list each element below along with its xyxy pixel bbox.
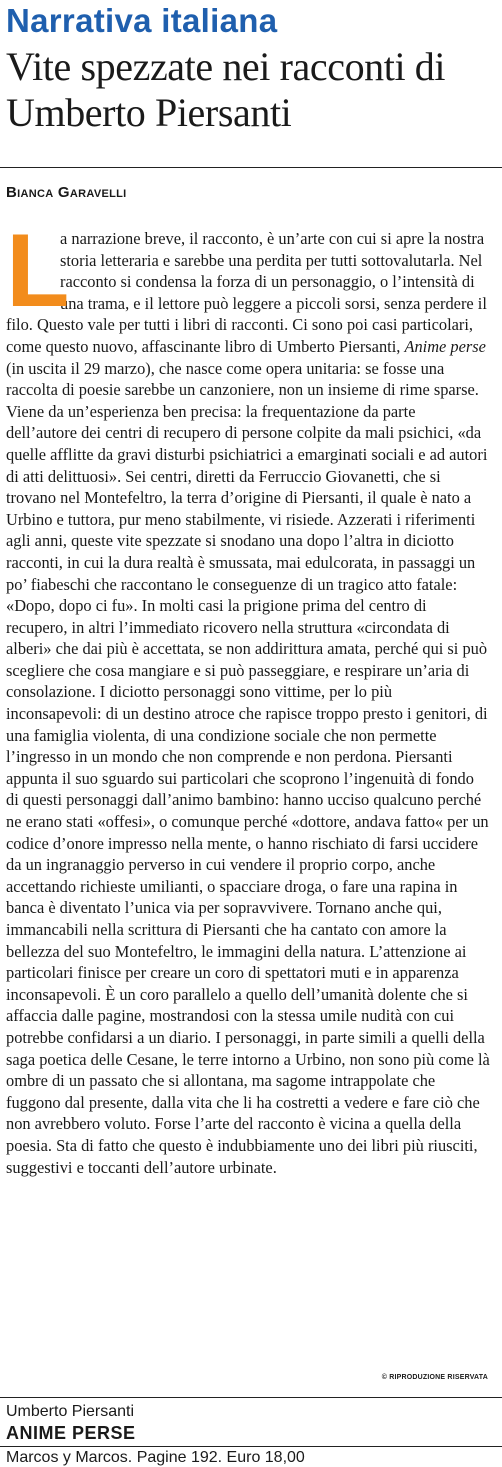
copyright-note: © RIPRODUZIONE RISERVATA [381,1374,488,1381]
article-paragraph-start: a narrazione breve, il racconto, è un’arte con cui si apre la nostra storia letteraria e sarebbe una perdita per tutti sottovalutarla. Nel racconto si condensa la forza di un personaggio, o l’intensità di una trama, e il lettore può leggere a piccoli sorsi, senza perdere il filo. Questo vale per tutti i libri di racconti. Ci sono poi casi particolari, come questo nuovo, affascinante libro di Umberto Piersanti, [6,229,487,356]
book-author: Umberto Piersanti [6,1403,135,1420]
book-publisher-info: Marcos y Marcos. Pagine 192. Euro 18,00 [6,1449,305,1466]
author-byline: Bianca Garavelli [6,184,127,201]
article-paragraph-rest: (in uscita il 29 marzo), che nasce come opera unitaria: se fosse una raccolta di poesie sarebbe un canzoniere, non un insieme di rime sparse. Viene da un’esperienza ben precisa: la frequentazione da parte dell’autore dei centri di recupero di persone colpite da mali psichici, «da quelle afflitte da gravi disturbi psichiatrici a emarginati sociali e ad autori di atti delittuosi». Sei centri, diretti da Ferruccio Giovanetti, che si trovano nel Montefeltro, la terra d’origine di Piersanti, il quale è nato a Urbino e tuttora, pur meno stabilmente, vi risiede. Azzerati i riferimenti agli anni, queste vite spezzate si snodano una dopo l’altra in diciotto racconti, in cui la dura realtà è smussata, mai edulcorata, in passaggi un po’ fiabeschi che raccontano le conseguenze di un tragico atto fatale: «Dopo, dopo ci fu». In molti casi la prigione prima del centro di recupero, in altri l’immediato ricovero nella struttura «circondata di alberi» che dai più è accettata, se non addirittura amata, perché qui si può scegliere che cosa mangiare e si può passeggiare, e respirare un’aria di consolazione. I diciotto personaggi sono vittime, per lo più inconsapevoli: di un destino atroce che rapisce troppo presto i genitori, di una famiglia violenta, di una condizione sociale che non permette l’ingresso in un mondo che non comprende e non perdona. Piersanti appunta il suo sguardo sui particolari che scoprono l’ingenuità di fondo di questi personaggi dall’animo bambino: hanno ucciso qualcuno perché ne erano stati «offesi», o comunque perché «dottore, andava fatto« per un codice d’onore impresso nella mente, o hanno rischiato di farsi uccidere da un ingranaggio perverso in cui vendere il proprio corpo, anche accettando richieste umilianti, o spacciare droga, o fare una rapina in banca è diventato l’unica via per sopravvivere. Tornano anche qui, immancabili nella scrittura di Piersanti che ha cantato con amore la bellezza del suo Montefeltro, le immagini della natura. L’attenzione ai particolari finisce per creare un coro di spettatori muti e in apparenza inconsapevoli. È un coro parallelo a quello dell’umanità dolente che si affaccia dalle pagine, mostrandosi con la stessa umile nudità con cui potrebbe confidarsi a un diario. I personaggi, in parte simili a quelli della saga poetica delle Cesane, le terre intorno a Urbino, non sono più come là ombre di un passato che si allontana, ma sagome intrappolate che fuggono dal presente, dalla vita che li ha costretti a vedere e fare ciò che non avrebbero voluto. Forse l’arte del racconto è vicina a quella della poesia. Sta di fatto che questo è indubbiamente uno dei libri più riusciti, suggestivi e toccanti dell’autore urbinate. [6,358,490,1177]
drop-cap-glyph [6,213,70,329]
drop-cap-letter: L [6,213,70,329]
book-box-divider [0,1397,502,1398]
article-headline: Vite spezzate nei racconti di Umberto Piersanti [6,44,446,135]
drop-cap [6,213,70,329]
book-title: ANIME PERSE [6,1423,136,1443]
book-title-inline: Anime perse [404,336,486,356]
section-kicker: Narrativa italiana [6,2,278,39]
top-divider [0,167,502,168]
article-body [6,213,490,1178]
